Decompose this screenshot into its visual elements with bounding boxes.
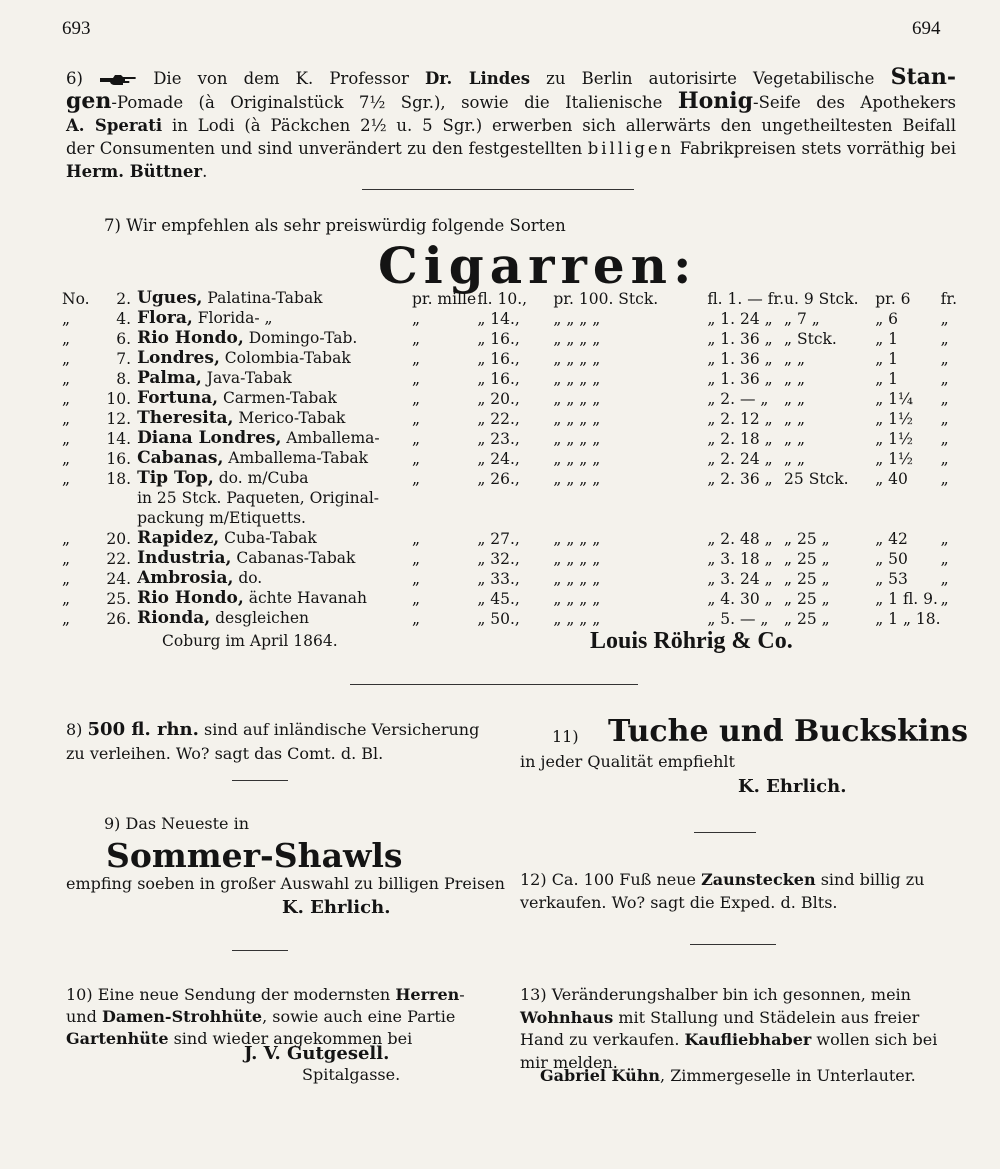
cigar-st9-cell: „ 25 „ [784,610,830,628]
cigar-f10-cell: „ 16., [477,350,520,368]
cigar-brand: Rapidez, [137,528,220,548]
cigar-name-cell [137,568,412,588]
cigar-p100-cell: „ „ „ „ [553,450,601,468]
page-number-left: 693 [62,18,91,39]
cigar-f10-cell: „ 16., [477,330,520,348]
cigar-num-cell: 12. [106,410,132,428]
cigar-mid-cell: „ [411,330,420,348]
cigar-brand: Theresita, [137,408,234,428]
advertisement-10: 10) Eine neue Sendung der modernsten Herren- und Damen-Strohhüte, sowie auch eine Partie Gartenhüte sind wieder angekommen bei [66,985,465,1048]
cigar-pr6-cell: „ 1 „ 18. [875,610,941,628]
cigar-p100-cell: „ „ „ „ [553,430,601,448]
divider [362,189,634,190]
cigar-pr6-cell: „ 6 [875,310,899,328]
cigar-name-cell [137,488,412,508]
cigar-row [62,488,957,508]
cigar-fl1-cell: „ 2. — „ [707,390,769,408]
cigar-no-cell: „ [62,430,71,448]
cigar-mid-cell: pr. mille [411,290,477,308]
cigar-mid-cell: „ [411,350,420,368]
cigar-mid-cell: „ [411,550,420,568]
cigar-end-cell: „ [940,330,949,348]
cigar-no-cell: „ [62,330,71,348]
cigar-mid-cell [412,488,477,508]
cigar-p100-cell: „ „ „ „ [553,570,601,588]
cigar-mid-cell: „ [411,530,420,548]
cigar-f10-cell: „ 45., [477,590,520,608]
cigar-fl1-cell: „ 2. 36 „ [707,470,773,488]
cigar-end-cell [941,508,957,528]
cigar-end-cell: „ [940,310,949,328]
ad6-number: 6) [66,69,100,88]
cigar-brand: Cabanas, [137,448,224,468]
cigar-tobacco: Carmen-Tabak [218,389,337,407]
page-number-right: 694 [912,18,941,39]
cigar-tobacco: Amballema- [281,429,380,447]
cigar-end-cell: „ [940,530,949,548]
advertisement-8: 8) 500 fl. rhn. sind auf inländische Versicherung zu verleihen. Wo? sagt das Comt. d. Bl. [66,719,480,763]
cigar-p100-cell: „ „ „ „ [553,370,601,388]
cigar-p100-cell: „ „ „ „ [553,390,601,408]
cigar-num-cell: 2. [116,290,132,308]
ad6-line-2: gen-Pomade (à Originalstück 7½ Sgr.), sowie die Italienische Honig-Seife des Apothekers [66,88,956,114]
cigar-name-cell [137,288,412,308]
cigar-fl1-cell: „ 1. 36 „ [707,330,773,348]
cigar-name-cell [137,308,412,328]
divider [232,780,288,781]
cigar-num-cell: 24. [106,570,132,588]
cigar-price-table [62,288,957,628]
ad7-title: Cigarren: [378,236,698,295]
ad11-signature: K. Ehrlich. [738,776,847,797]
cigar-no-cell: „ [62,550,71,568]
cigar-mid-cell: „ [411,390,420,408]
cigar-end-cell: „ [940,450,949,468]
divider [694,832,756,833]
cigar-no-cell: „ [62,350,71,368]
pointing-hand-icon [99,73,137,87]
cigar-f10-cell: „ 22., [477,410,520,428]
cigar-num-cell: 7. [116,350,132,368]
cigar-pr6-cell: „ 40 [875,470,908,488]
cigar-tobacco: Domingo-Tab. [243,329,358,347]
cigar-row [62,548,957,568]
cigar-row [62,408,957,428]
cigar-pr6-cell [875,508,940,528]
cigar-st9-cell: „ 25 „ [784,530,830,548]
cigar-brand: Fortuna, [137,388,219,408]
ad6-dr-lindes: Dr. Lindes [425,69,531,88]
cigar-f10-cell: „ 26., [477,470,520,488]
cigar-row [62,468,957,488]
cigar-no-cell: „ [62,570,71,588]
cigar-brand: Diana Londres, [137,428,282,448]
cigar-no-cell: „ [62,610,71,628]
cigar-end-cell: „ [940,570,949,588]
cigar-no-cell: „ [62,370,71,388]
cigar-brand: Rio Hondo, [137,328,244,348]
ad11-number: 11) [552,727,579,746]
cigar-fl1-cell: „ 3. 24 „ [707,570,773,588]
ad11-title: Tuche und Buckskins [608,714,969,749]
advertisement-12: 12) Ca. 100 Fuß neue Zaunstecken sind billig zu verkaufen. Wo? sagt die Exped. d. Blts. [520,870,925,912]
cigar-name-cell [137,448,412,468]
cigar-tobacco: ächte Havanah [243,589,367,607]
cigar-brand: Flora, [137,308,193,328]
cigar-row [62,328,957,348]
cigar-no-cell: No. [62,290,90,308]
ad10-signature: J. V. Gutgesell. [244,1043,390,1064]
cigar-name-cell [137,388,412,408]
cigar-tobacco: Colombia-Tabak [219,349,351,367]
ad10-address: Spitalgasse. [302,1065,401,1084]
ad6-line-4: der Consumenten und sind unverändert zu den festgestellten billigen Fabrikpreisen stets vorräthig bei [66,139,956,158]
cigar-st9-cell: 25 Stck. [784,470,849,488]
ad7-intro: 7) Wir empfehlen als sehr preiswürdig folgende Sorten [104,216,566,235]
cigar-fl1-cell: „ 2. 12 „ [707,410,773,428]
ad9-title: Sommer-Shawls [106,836,403,875]
cigar-end-cell: „ [940,350,949,368]
cigar-fl1-cell: „ 4. 30 „ [707,590,773,608]
cigar-name-cell [137,408,412,428]
cigar-row [62,388,957,408]
cigar-name-cell [137,588,412,608]
cigar-name-cell [137,468,412,488]
cigar-tobacco: Cuba-Tabak [219,529,317,547]
cigar-p100-cell [553,488,707,508]
cigar-st9-cell: „ „ [784,370,806,388]
cigar-p100-cell: „ „ „ „ [553,550,601,568]
cigar-fl1-cell: „ 3. 18 „ [707,550,773,568]
ad13-signature: Gabriel Kühn, Zimmergeselle in Unterlauter. [540,1066,916,1085]
cigar-row [62,348,957,368]
cigar-f10-cell: „ 14., [477,310,520,328]
cigar-no-cell [62,508,96,528]
cigar-num-cell: 8. [116,370,132,388]
ad11-text: in jeder Qualität empfiehlt [520,752,735,771]
cigar-brand: Londres, [137,348,220,368]
ad7-signature: Louis Röhrig & Co. [590,628,793,654]
cigar-pr6-cell: pr. 6 [875,290,911,308]
cigar-st9-cell: „ „ [784,450,806,468]
cigar-num-cell: 20. [106,530,132,548]
cigar-f10-cell: „ 50., [477,610,520,628]
divider [232,950,288,951]
cigar-pr6-cell: „ 1 [875,330,899,348]
cigar-name-cell [137,548,412,568]
cigar-tobacco: Amballema-Tabak [223,449,368,467]
cigar-brand: Industria, [137,548,232,568]
cigar-tobacco: packung m/Etiquetts. [137,509,306,527]
cigar-num-cell: 10. [106,390,132,408]
cigar-name-cell [137,608,412,628]
cigar-brand: Ambrosia, [137,568,234,588]
cigar-row [62,608,957,628]
cigar-mid-cell: „ [411,590,420,608]
cigar-name-cell [137,348,412,368]
cigar-f10-cell: „ 32., [477,550,520,568]
cigar-name-cell [137,428,412,448]
cigar-num-cell: 26. [106,610,132,628]
cigar-row [62,588,957,608]
cigar-tobacco: do. [233,569,263,587]
cigar-f10-cell: „ 24., [477,450,520,468]
cigar-no-cell: „ [62,530,71,548]
cigar-tobacco: Florida- „ [192,309,273,327]
cigar-p100-cell: „ „ „ „ [553,470,601,488]
cigar-mid-cell: „ [411,410,420,428]
ad7-place-date: Coburg im April 1864. [162,632,338,650]
cigar-st9-cell: „ 7 „ [784,310,820,328]
cigar-brand: Rio Hondo, [137,588,244,608]
cigar-tobacco: Java-Tabak [201,369,292,387]
cigar-name-cell [137,328,412,348]
cigar-end-cell [941,488,957,508]
cigar-num-cell: 6. [116,330,132,348]
cigar-st9-cell: „ 25 „ [784,570,830,588]
cigar-end-cell [941,608,957,628]
cigar-num-cell [96,488,137,508]
cigar-fl1-cell: „ 1. 36 „ [707,370,773,388]
cigar-pr6-cell: „ 1¼ [875,390,914,408]
cigar-st9-cell [784,488,875,508]
cigar-no-cell: „ [62,590,71,608]
cigar-f10-cell: fl. 10., [477,290,528,308]
cigar-fl1-cell: „ 1. 36 „ [707,350,773,368]
cigar-no-cell: „ [62,310,71,328]
cigar-no-cell: „ [62,390,71,408]
cigar-pr6-cell: „ 1 [875,370,899,388]
cigar-st9-cell: „ Stck. [784,330,837,348]
cigar-fl1-cell: „ 5. — „ [707,610,769,628]
cigar-pr6-cell: „ 50 [875,550,908,568]
cigar-p100-cell [553,508,707,528]
cigar-f10-cell [477,508,553,528]
cigar-st9-cell: „ „ [784,430,806,448]
cigar-mid-cell: „ [411,370,420,388]
cigar-end-cell: „ [940,550,949,568]
cigar-row [62,568,957,588]
cigar-fl1-cell: „ 2. 18 „ [707,430,773,448]
advertisement-13: 13) Veränderungshalber bin ich gesonnen, mein Wohnhaus mit Stallung und Städelein aus freier Hand zu verkaufen. Kaufliebhaber wollen sich bei mir melden. [520,985,938,1072]
cigar-tobacco: Palatina-Tabak [202,289,323,307]
cigar-p100-cell: „ „ „ „ [553,530,601,548]
cigar-pr6-cell: „ 42 [875,530,908,548]
cigar-mid-cell: „ [411,470,420,488]
cigar-mid-cell [412,508,477,528]
advertisement-6 [66,66,956,183]
ad6-signature: Herm. Büttner [66,162,203,181]
cigar-mid-cell: „ [411,610,420,628]
cigar-f10-cell: „ 33., [477,570,520,588]
cigar-p100-cell: „ „ „ „ [553,310,601,328]
cigar-fl1-cell [707,488,784,508]
cigar-no-cell: „ [62,450,71,468]
cigar-p100-cell: „ „ „ „ [553,410,601,428]
cigar-p100-cell: „ „ „ „ [553,610,601,628]
cigar-st9-cell [784,508,875,528]
cigar-pr6-cell: „ 1 fl. 9. [875,590,938,608]
cigar-p100-cell: „ „ „ „ [553,330,601,348]
cigar-fl1-cell: „ 2. 24 „ [707,450,773,468]
cigar-fl1-cell: fl. 1. — fr. [707,290,785,308]
cigar-f10-cell: „ 20., [477,390,520,408]
cigar-st9-cell: „ 25 „ [784,550,830,568]
cigar-end-cell: „ [940,390,949,408]
divider [350,684,638,685]
cigar-pr6-cell: „ 1½ [875,430,914,448]
ad9-text: empfing soeben in großer Auswahl zu billigen Preisen [66,874,505,893]
ad6-line-3: A. Sperati in Lodi (à Päckchen 2½ u. 5 Sgr.) erwerben sich allerwärts den ungetheiltesten Beifall [66,116,956,135]
cigar-f10-cell: „ 16., [477,370,520,388]
ad9-intro: 9) Das Neueste in [104,814,250,833]
cigar-end-cell: „ [940,470,949,488]
cigar-p100-cell: „ „ „ „ [553,590,601,608]
cigar-pr6-cell: „ 1 [875,350,899,368]
cigar-no-cell [62,488,96,508]
cigar-fl1-cell: „ 1. 24 „ [707,310,773,328]
cigar-num-cell: 18. [106,470,132,488]
cigar-tobacco: Merico-Tabak [233,409,346,427]
cigar-num-cell [96,508,137,528]
cigar-mid-cell: „ [411,430,420,448]
cigar-row [62,428,957,448]
cigar-end-cell: „ [940,410,949,428]
cigar-no-cell: „ [62,470,71,488]
cigar-row [62,508,957,528]
cigar-num-cell: 16. [106,450,132,468]
cigar-pr6-cell: „ 1½ [875,450,914,468]
cigar-name-cell [137,508,412,528]
cigar-mid-cell: „ [411,450,420,468]
cigar-pr6-cell [875,488,940,508]
cigar-brand: Ugues, [137,288,203,308]
cigar-mid-cell: „ [411,310,420,328]
cigar-mid-cell: „ [411,570,420,588]
cigar-end-cell: „ [940,590,949,608]
cigar-row [62,308,957,328]
cigar-row [62,448,957,468]
cigar-end-cell: „ [940,370,949,388]
cigar-name-cell [137,528,412,548]
cigar-fl1-cell: „ 2. 48 „ [707,530,773,548]
cigar-st9-cell: „ „ [784,350,806,368]
cigar-num-cell: 14. [106,430,132,448]
cigar-pr6-cell: „ 1½ [875,410,914,428]
cigar-num-cell: 22. [106,550,132,568]
ad6-line-1: 6) Die von dem K. Professor Dr. Lindes zu Berlin autorisirte Vegetabilische Stan- [66,64,956,90]
cigar-tobacco: in 25 Stck. Paqueten, Original- [137,489,380,507]
cigar-tobacco: Cabanas-Tabak [231,549,356,567]
cigar-end-cell: „ [940,430,949,448]
cigar-row [62,528,957,548]
ad6-line-5: Herm. Büttner. [66,162,208,181]
cigar-tobacco: do. m/Cuba [213,469,309,487]
cigar-num-cell: 4. [116,310,132,328]
cigar-no-cell: „ [62,410,71,428]
cigar-f10-cell [477,488,553,508]
cigar-st9-cell: „ „ [784,390,806,408]
cigar-num-cell: 25. [106,590,132,608]
cigar-p100-cell: „ „ „ „ [553,350,601,368]
cigar-row [62,368,957,388]
ad9-signature: K. Ehrlich. [282,897,391,918]
cigar-name-cell [137,368,412,388]
cigar-tobacco: desgleichen [210,609,309,627]
cigar-end-cell: fr. [940,290,957,308]
cigar-st9-cell: „ „ [784,410,806,428]
cigar-st9-cell: u. 9 Stck. [784,290,859,308]
cigar-st9-cell: „ 25 „ [784,590,830,608]
cigar-f10-cell: „ 27., [477,530,520,548]
cigar-p100-cell: pr. 100. Stck. [553,290,659,308]
cigar-fl1-cell [707,508,784,528]
cigar-brand: Palma, [137,368,202,388]
cigar-pr6-cell: „ 53 [875,570,908,588]
divider [690,944,776,945]
cigar-brand: Tip Top, [137,468,214,488]
cigar-f10-cell: „ 23., [477,430,520,448]
cigar-brand: Rionda, [137,608,211,628]
cigar-row [62,288,957,308]
